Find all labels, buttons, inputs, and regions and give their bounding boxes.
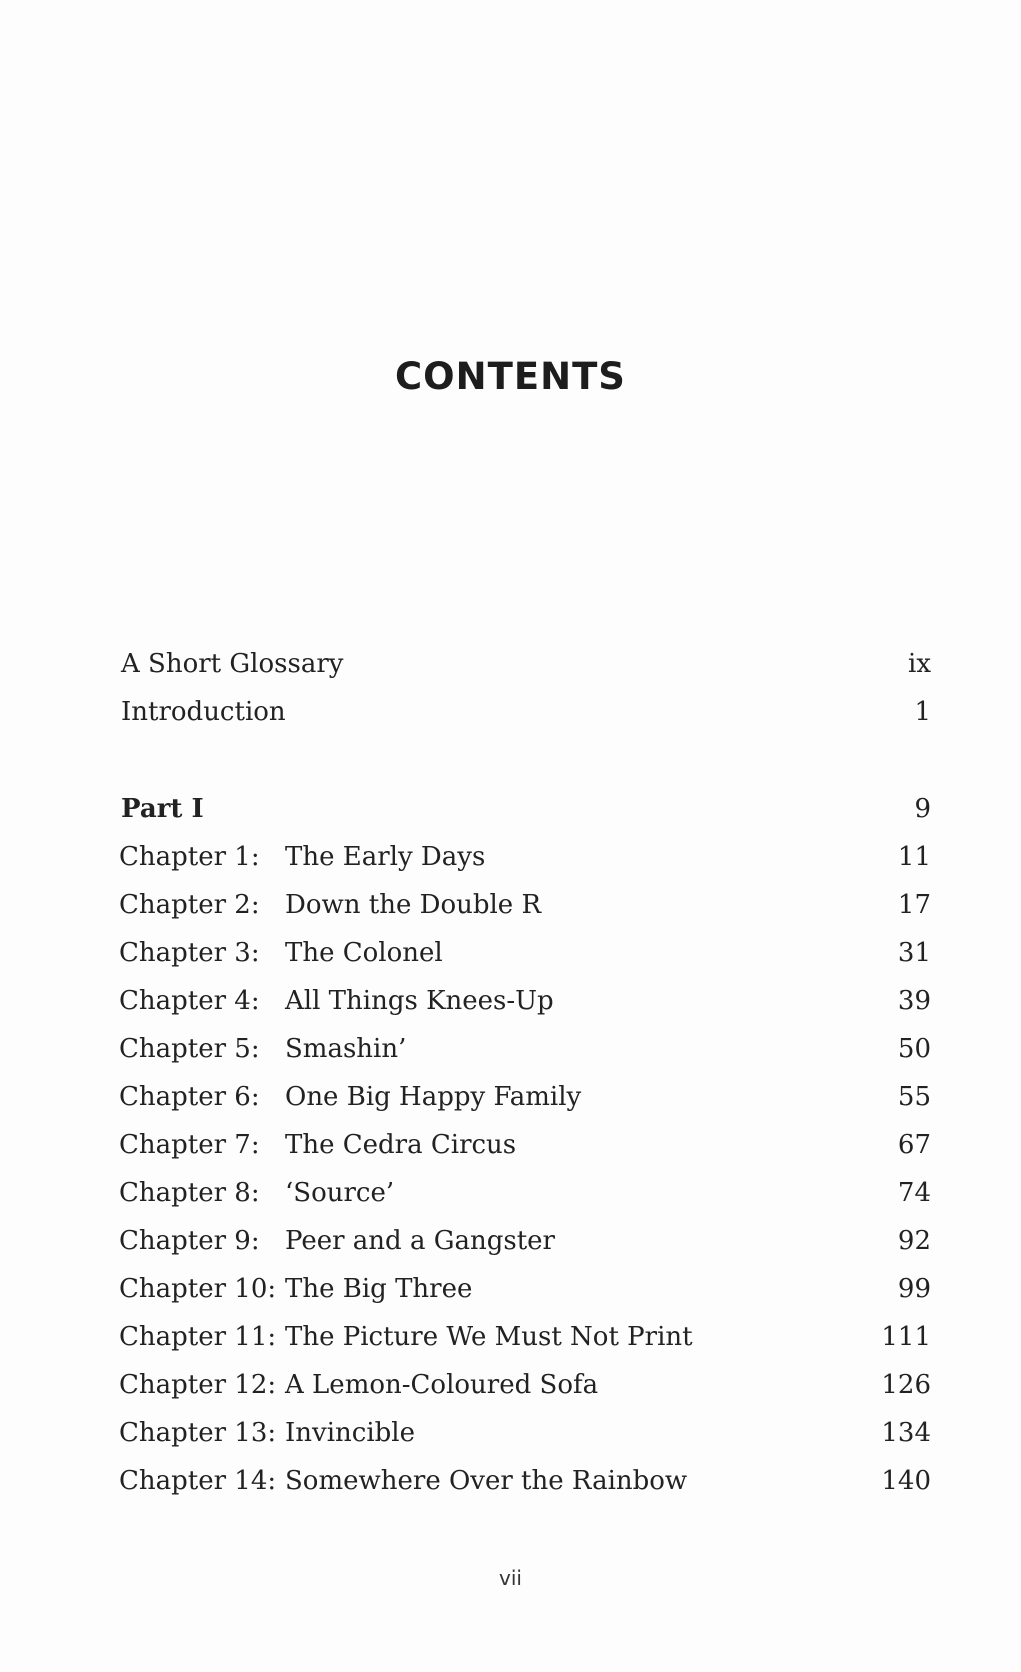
chapter-title: ‘Source’ bbox=[285, 1178, 395, 1208]
entry-page-number: 67 bbox=[897, 1130, 931, 1160]
table-of-contents bbox=[121, 640, 931, 1505]
part-title: Part I bbox=[121, 794, 204, 824]
chapter-number: Chapter 11: bbox=[119, 1322, 277, 1352]
entry-page-number: 17 bbox=[897, 890, 931, 920]
chapter-number: Chapter 5: bbox=[119, 1034, 260, 1064]
entry-title: Introduction bbox=[121, 697, 286, 727]
toc-entry-chapter-6 bbox=[121, 1073, 931, 1121]
section-spacer bbox=[121, 736, 931, 785]
toc-entry-chapter-12 bbox=[121, 1361, 931, 1409]
chapter-title: Smashin’ bbox=[285, 1034, 407, 1064]
entry-page-number: 111 bbox=[881, 1322, 931, 1352]
toc-entry-chapter-8 bbox=[121, 1169, 931, 1217]
chapter-number: Chapter 14: bbox=[119, 1466, 277, 1496]
entry-page-number: 39 bbox=[897, 986, 931, 1016]
entry-page-number: 9 bbox=[914, 794, 931, 824]
toc-entry-chapter-4 bbox=[121, 977, 931, 1025]
entry-page-number: 50 bbox=[897, 1034, 931, 1064]
chapter-title: All Things Knees-Up bbox=[285, 986, 554, 1016]
chapter-number: Chapter 8: bbox=[119, 1178, 260, 1208]
chapter-number: Chapter 7: bbox=[119, 1130, 260, 1160]
chapter-number: Chapter 10: bbox=[119, 1274, 277, 1304]
entry-page-number: 134 bbox=[881, 1418, 931, 1448]
chapter-title: The Early Days bbox=[285, 842, 486, 872]
chapter-title: Peer and a Gangster bbox=[285, 1226, 555, 1256]
entry-page-number: 11 bbox=[897, 842, 931, 872]
toc-entry-chapter-3 bbox=[121, 929, 931, 977]
entry-page-number: 31 bbox=[897, 938, 931, 968]
chapter-title: Down the Double R bbox=[285, 890, 542, 920]
entry-page-number: 74 bbox=[897, 1178, 931, 1208]
chapter-number: Chapter 12: bbox=[119, 1370, 277, 1400]
entry-page-number: 92 bbox=[897, 1226, 931, 1256]
toc-entry-chapter-1 bbox=[121, 833, 931, 881]
toc-entry-glossary bbox=[121, 640, 931, 688]
entry-title: A Short Glossary bbox=[121, 649, 344, 679]
entry-page-number: ix bbox=[908, 649, 931, 679]
chapter-number: Chapter 2: bbox=[119, 890, 260, 920]
toc-entry-chapter-9 bbox=[121, 1217, 931, 1265]
entry-page-number: 55 bbox=[897, 1082, 931, 1112]
chapter-number: Chapter 1: bbox=[119, 842, 260, 872]
entry-page-number: 1 bbox=[914, 697, 931, 727]
toc-entry-introduction bbox=[121, 688, 931, 736]
entry-page-number: 126 bbox=[881, 1370, 931, 1400]
page-folio: vii bbox=[499, 1566, 522, 1590]
chapter-number: Chapter 9: bbox=[119, 1226, 260, 1256]
toc-entry-chapter-11 bbox=[121, 1313, 931, 1361]
chapter-title: Somewhere Over the Rainbow bbox=[285, 1466, 688, 1496]
toc-entry-part-one bbox=[121, 785, 931, 833]
toc-entry-chapter-5 bbox=[121, 1025, 931, 1073]
chapter-title: The Picture We Must Not Print bbox=[285, 1322, 693, 1352]
toc-entry-chapter-7 bbox=[121, 1121, 931, 1169]
toc-entry-chapter-2 bbox=[121, 881, 931, 929]
contents-heading: CONTENTS bbox=[395, 355, 626, 398]
entry-page-number: 99 bbox=[897, 1274, 931, 1304]
chapter-title: The Cedra Circus bbox=[285, 1130, 517, 1160]
chapter-title: The Colonel bbox=[285, 938, 443, 968]
chapter-number: Chapter 4: bbox=[119, 986, 260, 1016]
chapter-number: Chapter 3: bbox=[119, 938, 260, 968]
chapter-title: One Big Happy Family bbox=[285, 1082, 582, 1112]
chapter-number: Chapter 13: bbox=[119, 1418, 277, 1448]
chapter-title: The Big Three bbox=[285, 1274, 473, 1304]
chapter-number: Chapter 6: bbox=[119, 1082, 260, 1112]
entry-page-number: 140 bbox=[881, 1466, 931, 1496]
chapter-title: Invincible bbox=[285, 1418, 415, 1448]
toc-entry-chapter-14 bbox=[121, 1457, 931, 1505]
chapter-title: A Lemon-Coloured Sofa bbox=[285, 1370, 599, 1400]
toc-entry-chapter-13 bbox=[121, 1409, 931, 1457]
toc-entry-chapter-10 bbox=[121, 1265, 931, 1313]
